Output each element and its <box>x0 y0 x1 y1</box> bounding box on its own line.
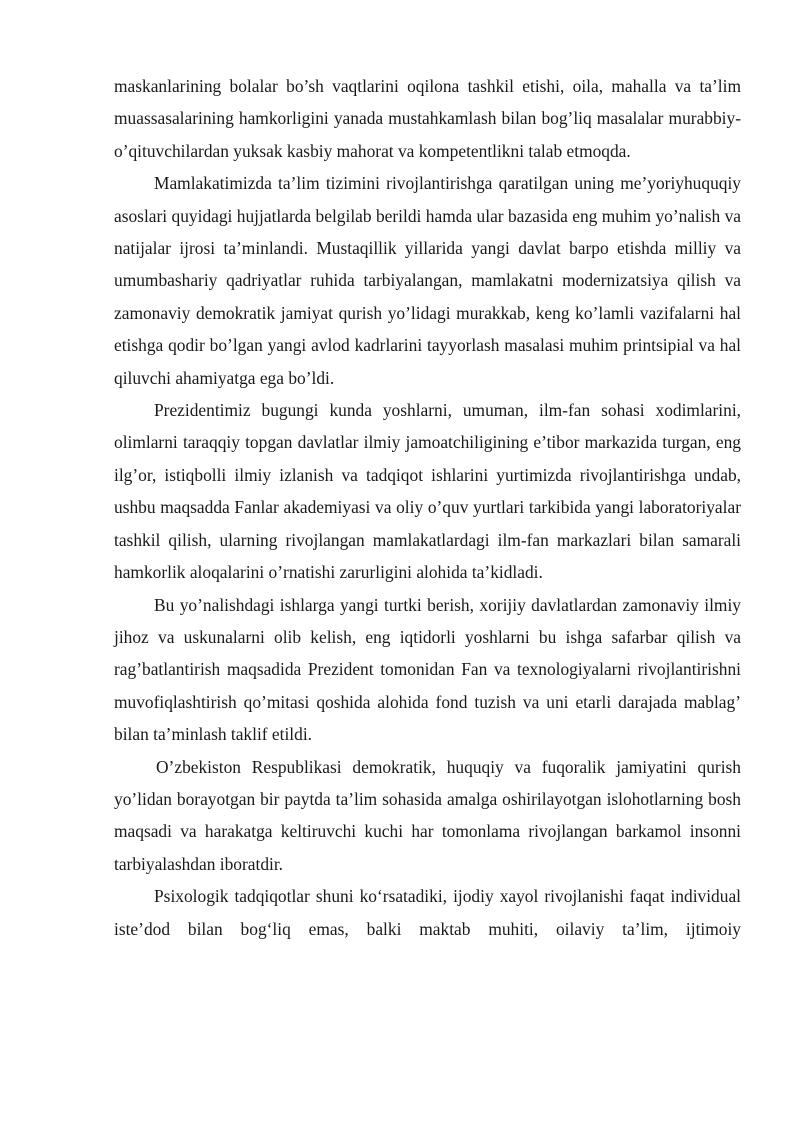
paragraph-fund-proposal: Bu yo’nalishdagi ishlarga yangi turtki berish, xorijiy davlatlardan zamonaviy ilmiy jihoz va uskunalarni olib kelish, eng iqtidorli yoshlarni bu ishga safarbar qilish va rag’batlantirish maqsadida Prezident tomonidan Fan va texnologiyalarni rivojlantirishni muvofiqlashtirish qo’mitasi qoshida alohida fond tuzish va uni etarli darajada mablag’ bilan ta’minlash taklif etildi. <box>114 594 741 745</box>
document-page <box>114 70 741 945</box>
paragraph-psychology: Psixologik tadqiqotlar shuni ko‘rsatadiki, ijodiy xayol rivojlanishi faqat individual iste’dod bilan bog‘liq emas, balki maktab muhiti, oilaviy ta’lim, ijtimoiy <box>114 886 741 939</box>
paragraph-continuation: maskanlarining bolalar bo’sh vaqtlarini oqilona tashkil etishi, oila, mahalla va ta’lim muassasalarining hamkorligini yanada mustahkamlash bilan bog’liq masalalar murabbiy-o’qituvchilardan yuksak kasbiy mahorat va kompetentlikni talab etmoqda. <box>114 76 741 161</box>
paragraph-president-science: Prezidentimiz bugungi kunda yoshlarni, umuman, ilm-fan sohasi xodimlarini, olimlarni taraqqiy topgan davlatlar ilmiy jamoatchiligining e’tibor markazida turgan, eng ilg’or, istiqbolli ilmiy izlanish va tadqiqot ishlarini yurtimizda rivojlantirishga undab, ushbu maqsadda Fanlar akademiyasi va oliy o’quv yurtlari tarkibida yangi laboratoriyalar tashkil qilish, ularning rivojlangan mamlakatlardagi ilm-fan markazlari bilan samarali hamkorlik aloqalarini o’rnatishi zarurligini alohida ta’kidladi. <box>114 400 741 583</box>
paragraph-reforms: O’zbekiston Respublikasi demokratik, huquqiy va fuqoralik jamiyatini qurish yo’lidan borayotgan bir paytda ta’lim sohasida amalga oshirilayotgan islohotlarning bosh maqsadi va harakatga keltiruvchi kuchi har tomonlama rivojlangan barkamol insonni tarbiyalashdan iboratdir. <box>114 756 741 874</box>
paragraph-education-system: Mamlakatimizda ta’lim tizimini rivojlantirishga qaratilgan uning me’yoriyhuquqiy asoslari quyidagi hujjatlarda belgilab berildi hamda ular bazasida eng muhim yo’nalish va natijalar ijrosi ta’minlandi. Mustaqillik yillarida yangi davlat barpo etishda milliy va umumbashariy qadriyatlar ruhida tarbiyalangan, mamlakatni modernizatsiya qilish va zamonaviy demokratik jamiyat qurish yo’lidagi murakkab, keng ko’lamli vazifalarni hal etishga qodir bo’lgan yangi avlod kadrlarini tayyorlash masalasi muhim printsipial va hal qiluvchi ahamiyatga ega bo’ldi. <box>114 173 741 388</box>
